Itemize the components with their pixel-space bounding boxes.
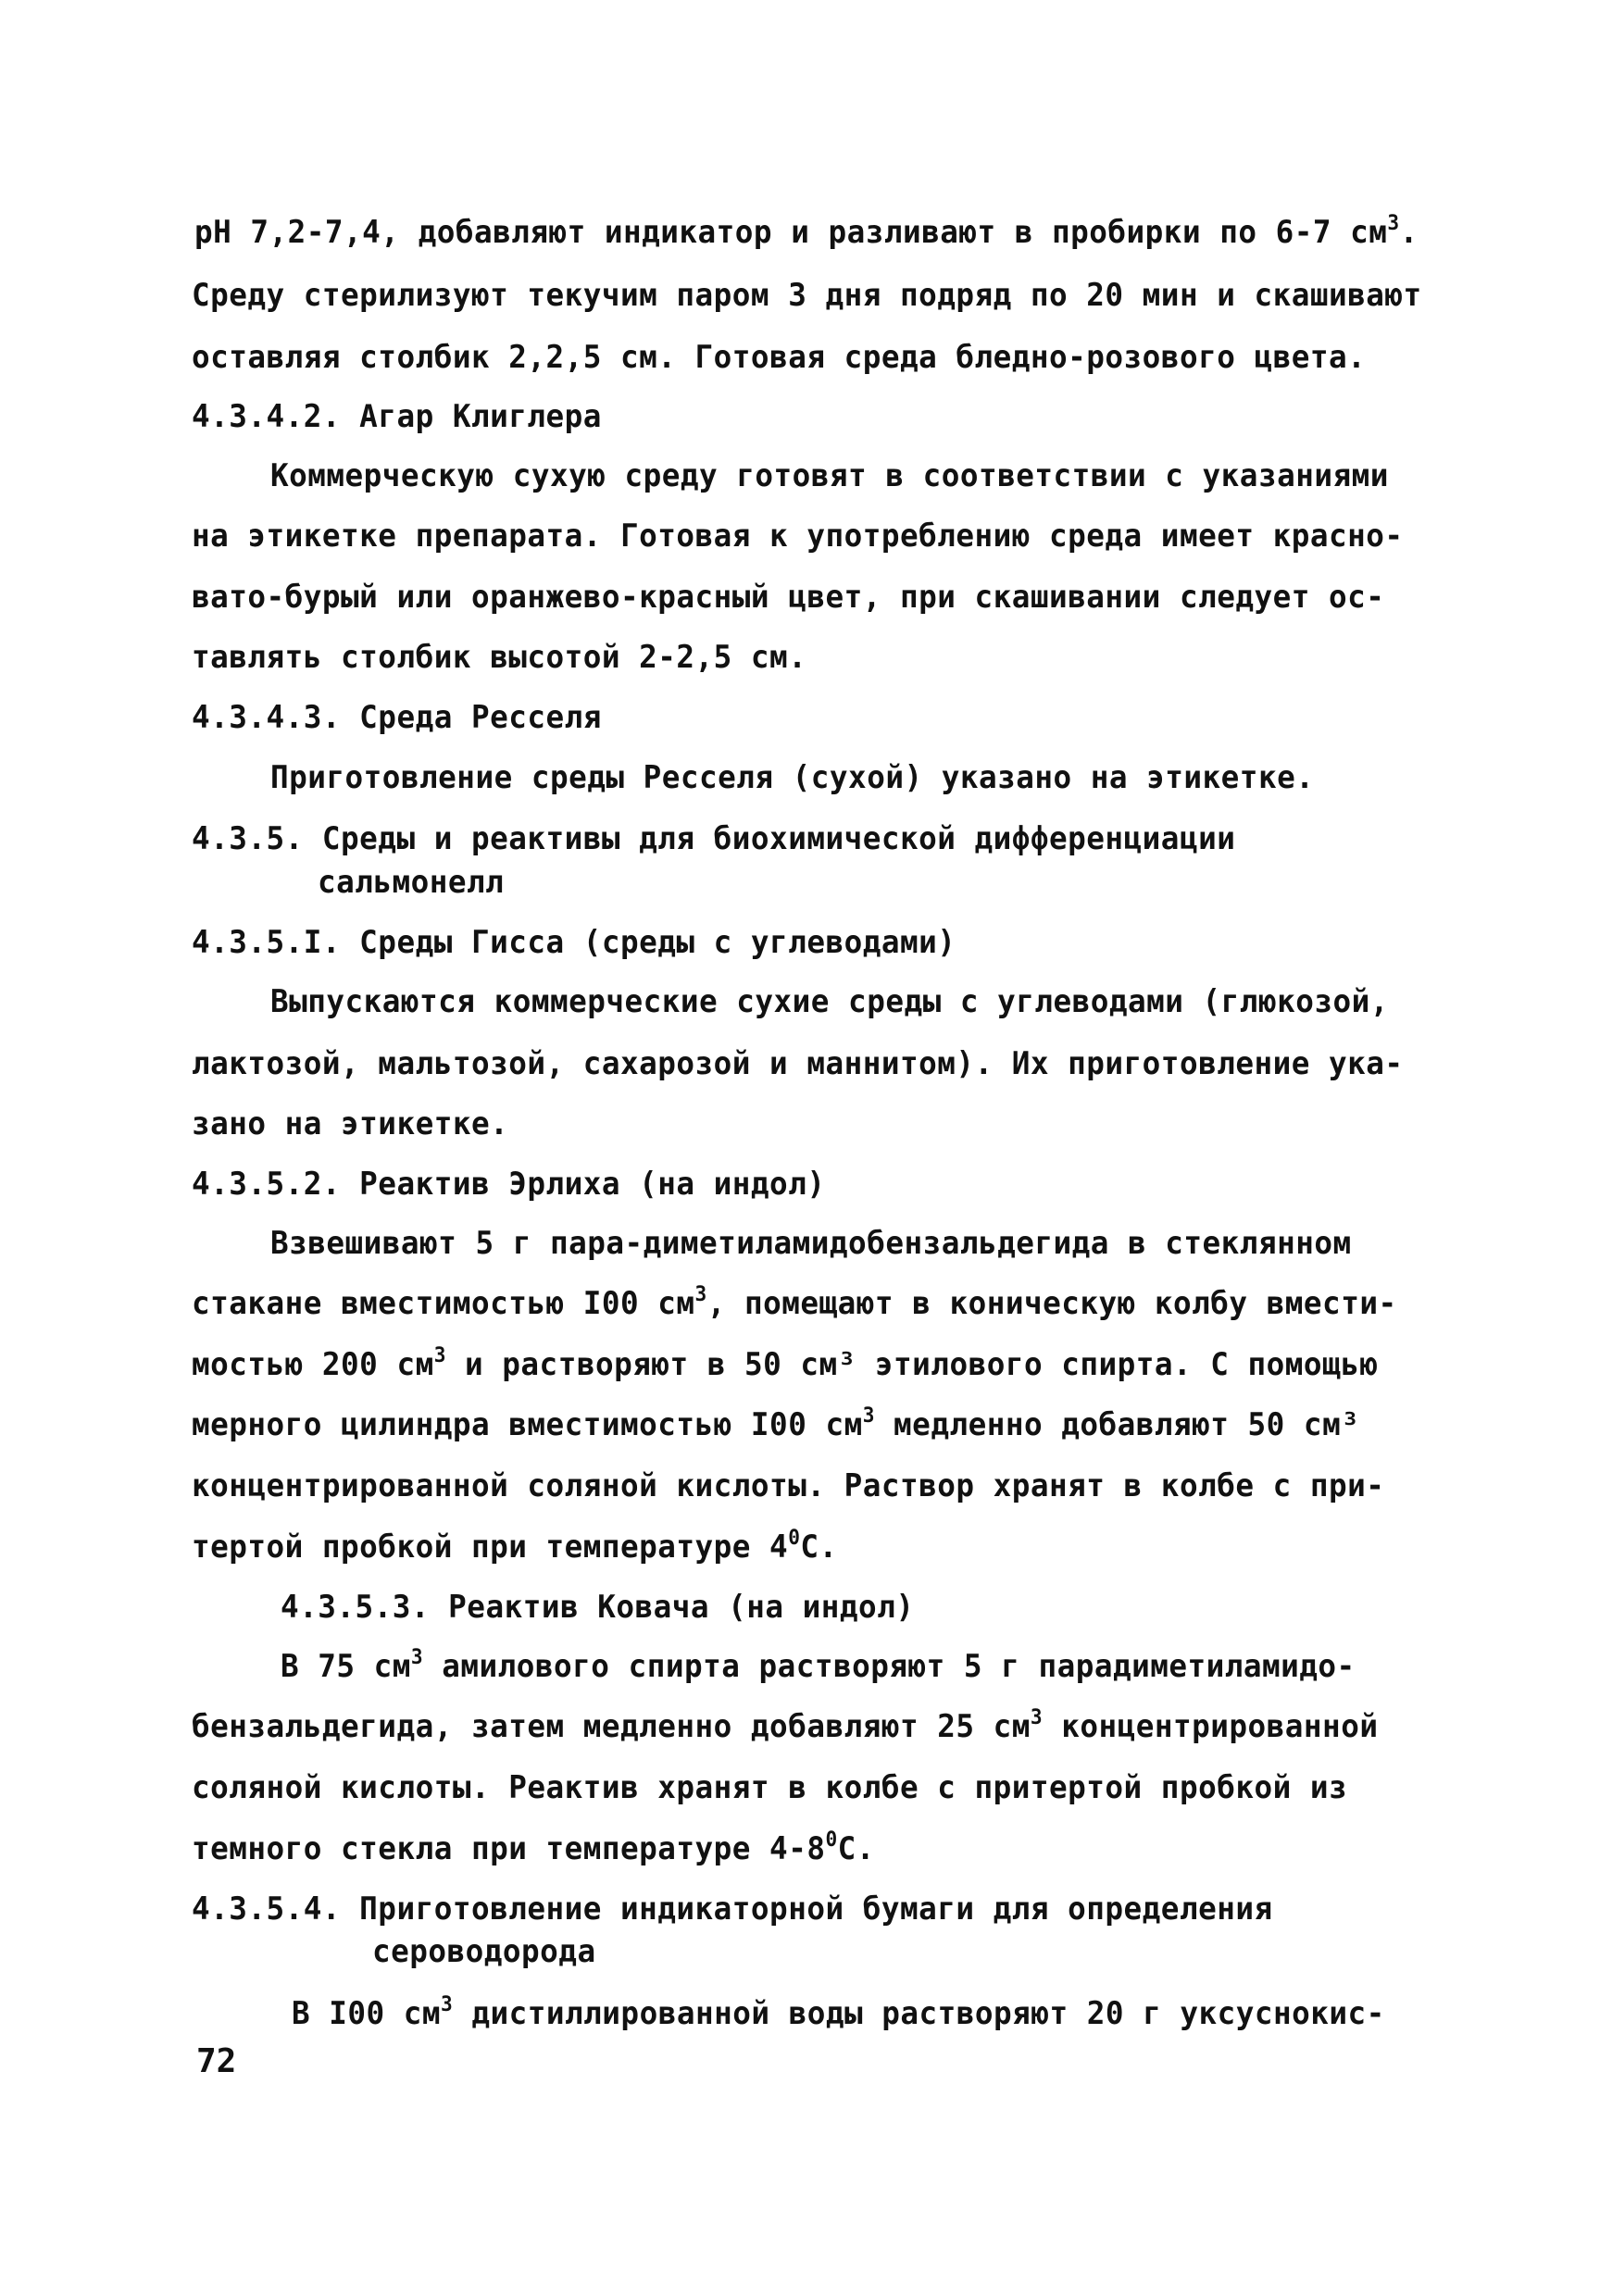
text-line: мостью 200 $см^3$ и растворяют в 50 см³ этилового спирта. С помощью: [192, 1344, 1379, 1383]
text-line: Коммерческую сухую среду готовят в соответствии с указаниями: [270, 457, 1389, 494]
text-line: вато-бурый или оранжево-красный цвет, при скашивании следует ос-: [192, 579, 1385, 616]
section-heading: сероводорода: [372, 1933, 596, 1970]
text-line: В I00 $см^3$ дистиллированной воды растворяют 20 г уксуснокис-: [292, 1993, 1385, 2032]
text-line: мерного цилиндра вместимостью I00 $см^3$ медленно добавляют 50 см³: [192, 1404, 1360, 1443]
text-line: на этикетке препарата. Готовая к употреблению среда имеет красно-: [192, 518, 1404, 555]
text-line: Среду стерилизуют текучим паром 3 дня подряд по 20 мин и скашивают: [192, 277, 1422, 314]
section-heading: 4.3.4.2. Агар Клиглера: [192, 398, 602, 435]
text-line: стакане вместимостью I00 $см^3$, помещают в коническую колбу вмести-: [192, 1283, 1397, 1322]
page-number: 72: [196, 2042, 237, 2080]
text-line: лактозой, мальтозой, сахарозой и маннитом). Их приготовление ука-: [192, 1045, 1404, 1082]
text-line: Выпускаются коммерческие сухие среды с углеводами (глюкозой,: [270, 983, 1389, 1020]
text-line: бензальдегида, затем медленно добавляют 25 $см^3$ концентрированной: [192, 1706, 1379, 1745]
section-heading: сальмонелл: [318, 864, 505, 901]
text-line: В 75 $см^3$ амилового спирта растворяют 5 г парадиметиламидо-: [281, 1646, 1356, 1685]
section-heading: 4.3.5.4. Приготовление индикаторной бумаги для определения: [192, 1890, 1273, 1928]
section-heading: 4.3.5.2. Реактив Эрлиха (на индол): [192, 1166, 826, 1203]
text-line: концентрированной соляной кислоты. Раствор хранят в колбе с при-: [192, 1467, 1385, 1504]
text-line: соляной кислоты. Реактив хранят в колбе с притертой пробкой из: [192, 1769, 1348, 1806]
text-line: оставляя столбик 2,2,5 см. Готовая среда бледно-розового цвета.: [192, 339, 1367, 376]
section-heading: 4.3.4.3. Среда Ресселя: [192, 699, 602, 736]
section-heading: 4.3.5. Среды и реактивы для биохимической дифференциации: [192, 820, 1236, 857]
text-line: темного стекла при температуре $4-8^0С$.: [192, 1828, 875, 1867]
text-line: Взвешивают 5 г пара-диметиламидобензальдегида в стеклянном: [270, 1225, 1352, 1262]
section-heading: 4.3.5.3. Реактив Ковача (на индол): [281, 1589, 915, 1626]
text-line: pH 7,2-7,4, добавляют индикатор и разливают в пробирки по 6-7 $см^3$.: [194, 212, 1419, 251]
text-line: тавлять столбик высотой 2-2,5 см.: [192, 639, 807, 676]
section-heading: 4.3.5.I. Среды Гисса (среды с углеводами): [192, 924, 956, 961]
text-line: зано на этикетке.: [192, 1105, 509, 1142]
text-line: Приготовление среды Ресселя (сухой) указано на этикетке.: [270, 759, 1315, 796]
text-line: тертой пробкой при температуре $4^0С$.: [192, 1527, 838, 1566]
